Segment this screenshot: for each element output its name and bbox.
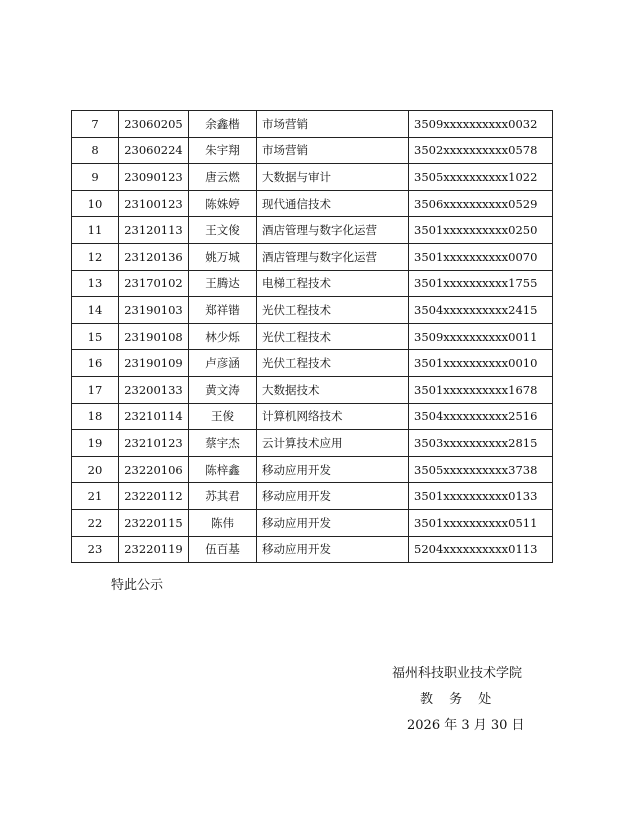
student-name: 王腾达 (189, 270, 257, 297)
table-row (72, 376, 553, 403)
id-number: 3501xxxxxxxxxx1755 (409, 270, 553, 297)
table-row (72, 297, 553, 324)
row-number: 12 (72, 243, 119, 270)
student-id: 23210123 (119, 430, 189, 457)
id-number: 3501xxxxxxxxxx0511 (409, 509, 553, 536)
id-number: 3505xxxxxxxxxx3738 (409, 456, 553, 483)
student-name: 蔡宇杰 (189, 430, 257, 457)
id-number: 5204xxxxxxxxxx0113 (409, 536, 553, 563)
student-name: 朱宇翔 (189, 137, 257, 164)
row-number: 7 (72, 111, 119, 138)
table-row (72, 111, 553, 138)
table-row (72, 137, 553, 164)
major: 光伏工程技术 (257, 297, 409, 324)
id-number: 3504xxxxxxxxxx2415 (409, 297, 553, 324)
date-text: 2026 年 3 月 30 日 (407, 718, 525, 733)
student-name: 黄文涛 (189, 376, 257, 403)
table-row (72, 483, 553, 510)
row-number: 20 (72, 456, 119, 483)
id-number: 3501xxxxxxxxxx0250 (409, 217, 553, 244)
table-row (72, 217, 553, 244)
student-table (71, 110, 553, 563)
table-row (72, 430, 553, 457)
major: 移动应用开发 (257, 456, 409, 483)
student-name: 林少烁 (189, 323, 257, 350)
student-id: 23090123 (119, 164, 189, 191)
major: 市场营销 (257, 137, 409, 164)
row-number: 18 (72, 403, 119, 430)
table-row (72, 350, 553, 377)
major: 电梯工程技术 (257, 270, 409, 297)
row-number: 22 (72, 509, 119, 536)
row-number: 15 (72, 323, 119, 350)
student-id: 23060205 (119, 111, 189, 138)
student-id: 23190108 (119, 323, 189, 350)
row-number: 21 (72, 483, 119, 510)
table-row (72, 509, 553, 536)
student-name: 唐云燃 (189, 164, 257, 191)
table-row (72, 456, 553, 483)
table-row (72, 536, 553, 563)
notice-text: 特此公示 (111, 578, 164, 593)
student-name: 陈梓鑫 (189, 456, 257, 483)
student-name: 苏其君 (189, 483, 257, 510)
table-row (72, 243, 553, 270)
student-name: 王文俊 (189, 217, 257, 244)
table-row (72, 190, 553, 217)
major: 酒店管理与数字化运营 (257, 217, 409, 244)
row-number: 10 (72, 190, 119, 217)
table-row (72, 323, 553, 350)
major: 计算机网络技术 (257, 403, 409, 430)
student-id: 23220115 (119, 509, 189, 536)
id-number: 3504xxxxxxxxxx2516 (409, 403, 553, 430)
major: 现代通信技术 (257, 190, 409, 217)
major: 移动应用开发 (257, 483, 409, 510)
student-id: 23200133 (119, 376, 189, 403)
id-number: 3502xxxxxxxxxx0578 (409, 137, 553, 164)
row-number: 13 (72, 270, 119, 297)
major: 光伏工程技术 (257, 323, 409, 350)
student-id: 23210114 (119, 403, 189, 430)
row-number: 23 (72, 536, 119, 563)
student-name: 郑祥锴 (189, 297, 257, 324)
student-id: 23100123 (119, 190, 189, 217)
id-number: 3505xxxxxxxxxx1022 (409, 164, 553, 191)
row-number: 19 (72, 430, 119, 457)
id-number: 3509xxxxxxxxxx0032 (409, 111, 553, 138)
major: 大数据与审计 (257, 164, 409, 191)
student-id: 23120136 (119, 243, 189, 270)
major: 市场营销 (257, 111, 409, 138)
id-number: 3501xxxxxxxxxx1678 (409, 376, 553, 403)
student-id: 23170102 (119, 270, 189, 297)
student-name: 陈姝婷 (189, 190, 257, 217)
student-id: 23060224 (119, 137, 189, 164)
major: 移动应用开发 (257, 536, 409, 563)
id-number: 3503xxxxxxxxxx2815 (409, 430, 553, 457)
major: 云计算技术应用 (257, 430, 409, 457)
student-id: 23220119 (119, 536, 189, 563)
student-id: 23190109 (119, 350, 189, 377)
student-id: 23220112 (119, 483, 189, 510)
major: 大数据技术 (257, 376, 409, 403)
student-name: 陈伟 (189, 509, 257, 536)
student-id: 23190103 (119, 297, 189, 324)
student-name: 姚万城 (189, 243, 257, 270)
organization-name: 福州科技职业技术学院 (392, 666, 523, 681)
table-row (72, 270, 553, 297)
major: 酒店管理与数字化运营 (257, 243, 409, 270)
student-name: 卢彦涵 (189, 350, 257, 377)
student-name: 余鑫楷 (189, 111, 257, 138)
id-number: 3506xxxxxxxxxx0529 (409, 190, 553, 217)
id-number: 3501xxxxxxxxxx0010 (409, 350, 553, 377)
row-number: 14 (72, 297, 119, 324)
id-number: 3501xxxxxxxxxx0070 (409, 243, 553, 270)
table-row (72, 403, 553, 430)
id-number: 3501xxxxxxxxxx0133 (409, 483, 553, 510)
row-number: 17 (72, 376, 119, 403)
row-number: 8 (72, 137, 119, 164)
major: 移动应用开发 (257, 509, 409, 536)
row-number: 9 (72, 164, 119, 191)
table-row (72, 164, 553, 191)
major: 光伏工程技术 (257, 350, 409, 377)
student-name: 王俊 (189, 403, 257, 430)
student-name: 伍百基 (189, 536, 257, 563)
student-id: 23220106 (119, 456, 189, 483)
student-id: 23120113 (119, 217, 189, 244)
id-number: 3509xxxxxxxxxx0011 (409, 323, 553, 350)
row-number: 16 (72, 350, 119, 377)
department-name: 教 务 处 (420, 692, 492, 707)
row-number: 11 (72, 217, 119, 244)
